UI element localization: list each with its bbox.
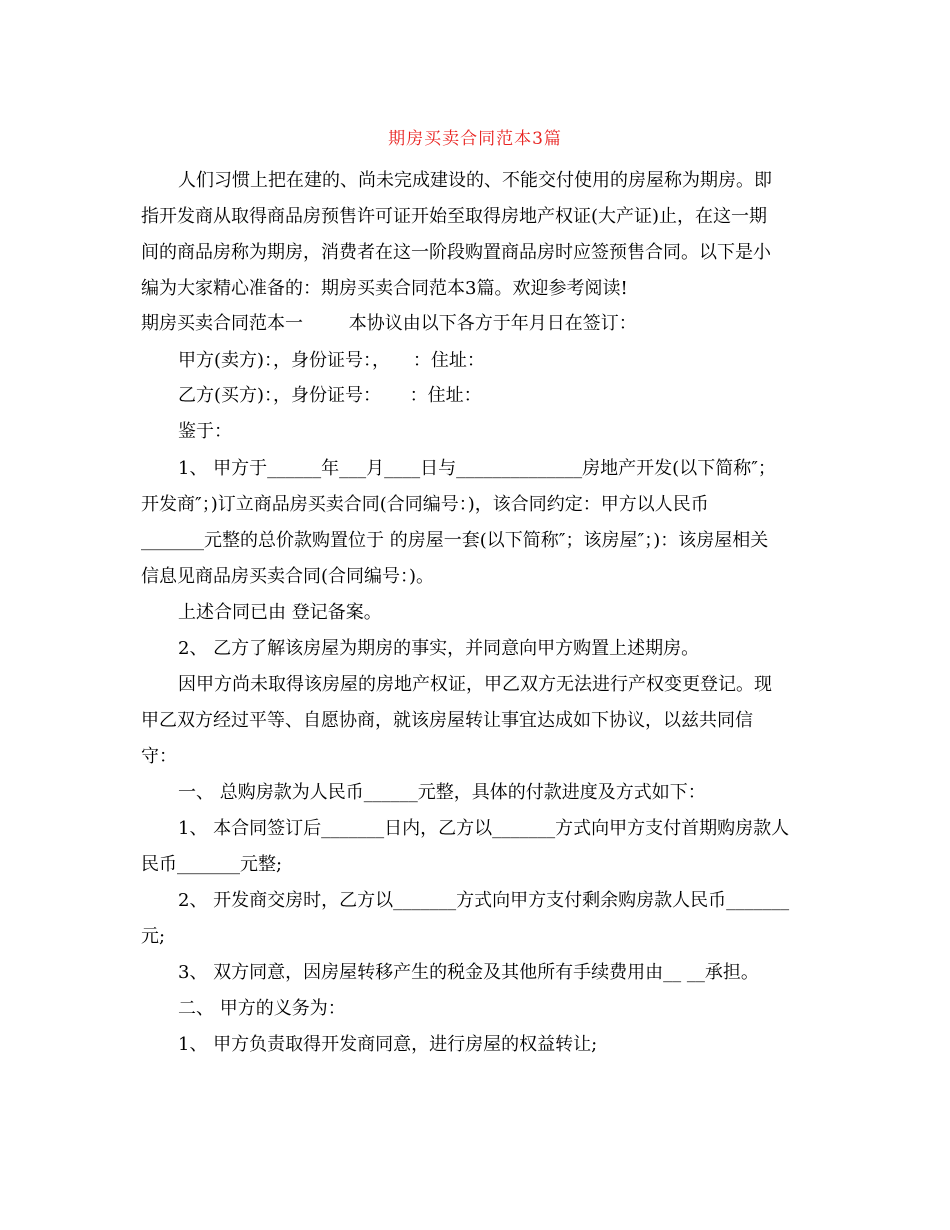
paragraph-line: 编为大家精心准备的：期房买卖合同范本3篇。欢迎参考阅读! (141, 278, 628, 299)
document-title: 期房买卖合同范本3篇 (388, 129, 562, 149)
clause-line: 二、 甲方的义务为： (178, 998, 346, 1019)
clause-line: 3、 双方同意，因房屋转移产生的税金及其他所有手续费用由__ __承担。 (178, 962, 759, 983)
clause-line: 元; (141, 926, 166, 947)
section-heading-line: 期房买卖合同范本一 本协议由以下各方于年月日在签订： (141, 313, 637, 334)
clause-line: 1、 本合同签订后_______日内，乙方以_______方式向甲方支付首期购房款人 (178, 818, 790, 839)
paragraph-line: 间的商品房称为期房，消费者在这一阶段购置商品房时应签预售合同。以下是小 (141, 242, 771, 263)
clause-line: 2、 乙方了解该房屋为期房的事实，并同意向甲方购置上述期房。 (178, 638, 700, 659)
clause-line: 2、 开发商交房时，乙方以_______方式向甲方支付剩余购房款人民币_______ (178, 890, 790, 911)
clause-line: 一、 总购房款为人民币______元整，具体的付款进度及方式如下： (178, 782, 706, 803)
party-b-line: 乙方(买方)：，身份证号： ：住址： (178, 385, 482, 406)
whereas-line: 鉴于： (178, 421, 232, 442)
clause-line: 1、 甲方负责取得开发商同意，进行房屋的权益转让; (178, 1034, 598, 1055)
clause-line: 守： (141, 746, 177, 767)
clause-line: 开发商″；)订立商品房买卖合同(合同编号：)，该合同约定：甲方以人民币 (141, 494, 709, 515)
clause-line: 上述合同已由 登记备案。 (178, 602, 382, 623)
paragraph-line: 指开发商从取得商品房预售许可证开始至取得房地产权证(大产证)止，在这一期 (141, 206, 768, 227)
clause-line: 信息见商品房买卖合同(合同编号：)。 (141, 566, 435, 587)
paragraph-line: 人们习惯上把在建的、尚未完成建设的、不能交付使用的房屋称为期房。即 (178, 170, 772, 191)
clause-line: 民币_______元整; (141, 854, 283, 875)
clause-line: 1、 甲方于______年___月____日与______________房地产开发(以下简称″； (178, 458, 776, 479)
party-a-line: 甲方(卖方)：，身份证号：， ：住址： (178, 350, 485, 371)
clause-line: 甲乙双方经过平等、自愿协商，就该房屋转让事宜达成如下协议，以兹共同信 (141, 710, 753, 731)
clause-line: _______元整的总价款购置位于 的房屋一套(以下简称″；该房屋″；)：该房屋相关 (141, 530, 769, 551)
clause-line: 因甲方尚未取得该房屋的房地产权证，甲乙双方无法进行产权变更登记。现 (178, 674, 772, 695)
